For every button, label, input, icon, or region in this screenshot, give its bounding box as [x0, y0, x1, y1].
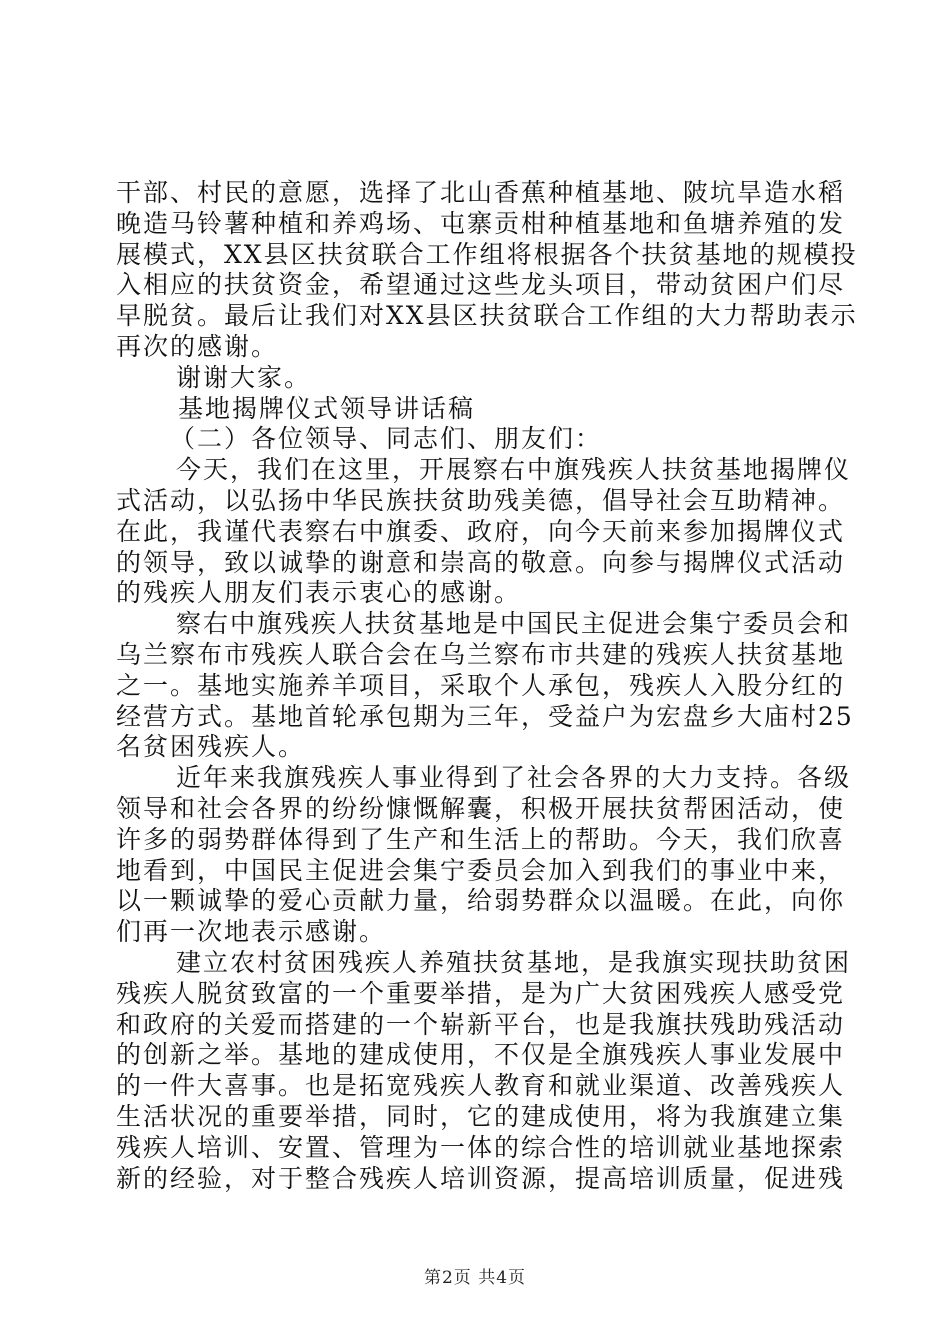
- text-line: 今天，我们在这里，开展察右中旗残疾人扶贫基地揭牌仪: [176, 455, 852, 484]
- text-line: 们再一次地表示感谢。: [116, 917, 387, 946]
- text-line: 早脱贫。最后让我们对XX县区扶贫联合工作组的大力帮助表示: [116, 301, 858, 330]
- section-title: 基地揭牌仪式领导讲话稿: [178, 394, 476, 423]
- text-line: 许多的弱势群体得到了生产和生活上的帮助。今天，我们欣喜: [116, 825, 846, 854]
- text-line: 近年来我旗残疾人事业得到了社会各界的大力支持。各级: [176, 763, 852, 792]
- closing-line: 谢谢大家。: [176, 363, 312, 392]
- text-line: 名贫困残疾人。: [116, 732, 306, 761]
- text-line: 再次的感谢。: [116, 332, 279, 361]
- text-line: 的一件大喜事。也是拓宽残疾人教育和就业渠道、改善残疾人: [116, 1071, 846, 1100]
- text-line: 生活状况的重要举措，同时，它的建成使用，将为我旗建立集: [116, 1102, 846, 1131]
- text-line: 和政府的关爱而搭建的一个崭新平台，也是我旗扶残助残活动: [116, 1010, 846, 1039]
- text-line: 地看到，中国民主促进会集宁委员会加入到我们的事业中来，: [116, 856, 846, 885]
- text-line: 入相应的扶贫资金，希望通过这些龙头项目，带动贫困户们尽: [116, 270, 846, 299]
- text-line: 的创新之举。基地的建成使用，不仅是全旗残疾人事业发展中: [116, 1040, 846, 1069]
- text-line: 晚造马铃薯种植和养鸡场、屯寨贡柑种植基地和鱼塘养殖的发: [116, 209, 846, 238]
- text-line: 残疾人脱贫致富的一个重要举措，是为广大贫困残疾人感受党: [116, 979, 846, 1008]
- page-number-footer: 第2页 共4页: [423, 1268, 527, 1288]
- text-line: 经营方式。基地首轮承包期为三年，受益户为宏盘乡大庙村25: [116, 702, 854, 731]
- text-line: 领导和社会各界的纷纷慷慨解囊，积极开展扶贫帮困活动，使: [116, 794, 846, 823]
- salutation-line: （二）各位领导、同志们、朋友们：: [170, 424, 603, 453]
- text-line: 之一。基地实施养羊项目，采取个人承包，残疾人入股分红的: [116, 671, 846, 700]
- text-line: 的领导，致以诚挚的谢意和崇高的敬意。向参与揭牌仪式活动: [116, 548, 846, 577]
- text-line: 乌兰察布市残疾人联合会在乌兰察布市共建的残疾人扶贫基地: [116, 640, 846, 669]
- text-line: 新的经验，对于整合残疾人培训资源，提高培训质量，促进残: [116, 1164, 846, 1193]
- text-line: 察右中旗残疾人扶贫基地是中国民主促进会集宁委员会和: [176, 609, 852, 638]
- text-line: 式活动，以弘扬中华民族扶贫助残美德，倡导社会互助精神。: [116, 486, 846, 515]
- text-line: 展模式，XX县区扶贫联合工作组将根据各个扶贫基地的规模投: [116, 240, 858, 269]
- text-line: 的残疾人朋友们表示衷心的感谢。: [116, 578, 522, 607]
- text-line: 建立农村贫困残疾人养殖扶贫基地，是我旗实现扶助贫困: [176, 948, 852, 977]
- text-line: 以一颗诚挚的爱心贡献力量，给弱势群众以温暖。在此，向你: [116, 886, 846, 915]
- text-line: 残疾人培训、安置、管理为一体的综合性的培训就业基地探索: [116, 1133, 846, 1162]
- text-line: 干部、村民的意愿，选择了北山香蕉种植基地、陂坑旱造水稻: [116, 178, 846, 207]
- text-line: 在此，我谨代表察右中旗委、政府，向今天前来参加揭牌仪式: [116, 517, 846, 546]
